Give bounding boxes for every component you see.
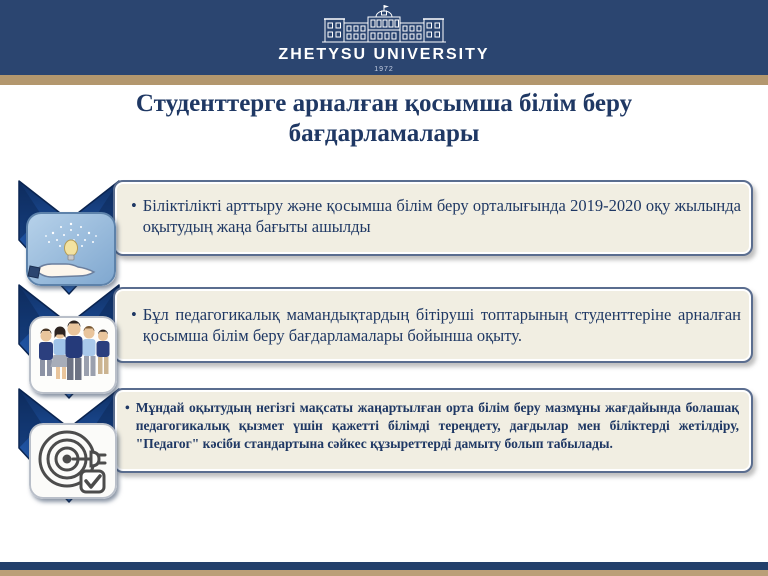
bullet-marker: • [131, 305, 137, 324]
university-name: ZHETYSU UNIVERSITY [278, 46, 490, 63]
gold-divider-top [0, 75, 768, 85]
footer-gold-bar [0, 570, 768, 576]
text-box-2 [113, 287, 753, 363]
bullet-marker: • [131, 196, 137, 215]
bullet-marker: • [125, 400, 130, 415]
university-building-icon [304, 4, 464, 46]
students-group-icon [29, 316, 117, 394]
block-text-1: Біліктілікті арттыру және қосымша білім беру орталығында 2019-2020 оқу жылында оқытудың жаңа бағыты ашылды [142, 196, 741, 237]
header-band [0, 0, 768, 75]
page-title: Студенттерге арналған қосымша білім беру бағдарламалары [135, 90, 633, 147]
established-year: 1972 [374, 66, 394, 73]
block-text-2: Бұл педагогикалық мамандықтардың бітіруші топтарының студенттеріне арналған қосымша білім беру бағдарламалары бойынша оқыту. [142, 305, 741, 346]
target-check-icon [29, 423, 117, 499]
text-box-1 [113, 180, 753, 256]
idea-hand-icon [26, 212, 116, 286]
block-text-3: Мұндай оқытудың негізгі мақсаты жаңартылған орта білім беру мазмұны жағдайында болашақ педагогикалық қызмет үшін қажетті білімді тереңдету, дағдылар мен біліктерді жетілдіру, "Педагог" кәсіби стандартына сәйкес құзыреттерді дамыту болып табылады. [135, 400, 739, 452]
footer-navy-bar [0, 562, 768, 570]
text-box-3 [113, 388, 753, 473]
